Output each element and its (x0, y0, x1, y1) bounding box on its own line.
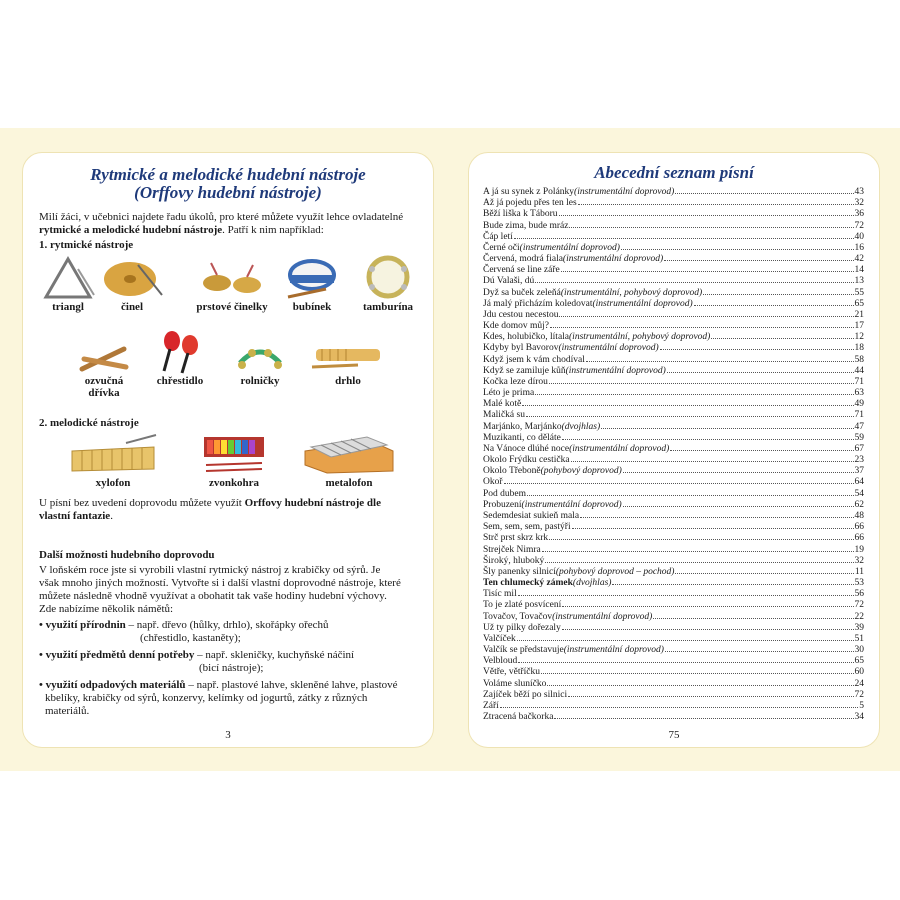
bullet-rest: – např. skleničky, kuchyňské náčiní (194, 649, 355, 661)
song-page: 56 (854, 589, 864, 600)
song-note: (instrumentální, pohybový doprovod) (560, 287, 703, 298)
leader-dots (612, 584, 853, 585)
song-entry (483, 355, 864, 366)
index-title: Abecední seznam písní (594, 163, 754, 182)
song-title: Léto je prima (483, 388, 535, 399)
bullet-nature (39, 619, 419, 632)
jingle-bells-icon (230, 341, 290, 375)
song-note: (instrumentální doprovod) (562, 254, 664, 265)
song-entry (483, 556, 864, 567)
leader-dots (545, 562, 853, 563)
finger-cymbals-icon (197, 255, 267, 301)
intro-paragraph (39, 211, 419, 237)
leader-dots (526, 416, 854, 417)
song-title: Čáp letí (483, 231, 513, 242)
song-page: 30 (854, 645, 864, 656)
song-title: Tisíc mil (483, 589, 517, 600)
song-note: (instrumentální doprovod) (569, 443, 670, 454)
song-page: 21 (854, 309, 864, 320)
song-page: 16 (854, 242, 864, 253)
song-page: 63 (854, 388, 864, 399)
song-page: 64 (854, 477, 864, 488)
song-page: 39 (854, 622, 864, 633)
cymbal-icon (100, 255, 164, 301)
section-rhythmic-heading: 1. rytmické nástroje (39, 239, 134, 251)
bullet-waste (39, 679, 419, 692)
song-page: 32 (854, 555, 864, 566)
song-page: 13 (854, 276, 864, 287)
song-page: 58 (854, 354, 864, 365)
song-title: Běží liška k Táboru (483, 209, 558, 220)
more-line: můžete následně vhodně využívat a obohatit tak vaše hodiny hudební výchovy. (39, 590, 387, 602)
song-entry (483, 545, 864, 556)
xylophone-icon (66, 433, 160, 477)
leader-dots (623, 506, 854, 507)
leader-dots (571, 461, 854, 462)
maracas-icon (150, 327, 210, 375)
song-page: 47 (854, 421, 864, 432)
tambourine-icon (358, 255, 418, 301)
leader-dots (549, 383, 854, 384)
leader-dots (601, 428, 853, 429)
song-note: (instrumentální, pohybový doprovod) (569, 332, 711, 343)
song-title: Okolo Třeboně (483, 466, 541, 477)
bullet-cont: kbelíky, krabičky od sýrů, konzervy, kelímky od jogurtů, zátky z různých (45, 692, 368, 704)
claves-icon (74, 341, 134, 375)
song-entry (483, 589, 864, 600)
leader-dots (675, 193, 853, 194)
song-title: Široký, hluboký (483, 555, 545, 566)
song-entry (483, 288, 864, 299)
song-title: Kdyby byl Bavorov (483, 343, 559, 354)
intro-line-1: Milí žáci, v učebnici najdete řadu úkolů, pro které můžete využít lehce ovladatelné (39, 211, 404, 223)
song-page: 32 (854, 198, 864, 209)
instrument-label: prstové činelky (196, 301, 268, 313)
bullet-rest: – např. dřevo (hůlky, drhlo), skořápky ořechů (125, 619, 329, 631)
song-page: 42 (854, 254, 864, 265)
song-page: 60 (854, 667, 864, 678)
instrument-xylofon (63, 433, 163, 489)
page-title-line-1: Rytmické a melodické hudební nástroje (90, 165, 366, 184)
leader-dots (541, 673, 854, 674)
song-title: Probuzení (483, 499, 522, 510)
song-page: 49 (854, 399, 864, 410)
drum-icon (282, 255, 342, 301)
song-page: 65 (854, 656, 864, 667)
song-entry (483, 466, 864, 477)
song-page: 12 (854, 332, 864, 343)
glockenspiel-icon (198, 433, 270, 477)
song-title: Kočka leze dírou (483, 376, 548, 387)
song-title: Sedemdesiat sukieň mala (483, 510, 580, 521)
song-title: Na Vánoce dlúhé noce (483, 443, 570, 454)
song-title: To je zlaté posvícení (483, 600, 562, 611)
leader-dots (562, 439, 854, 440)
more-line: Zde nabízíme několik námětů: (39, 603, 174, 615)
song-entry (483, 321, 864, 332)
song-title: Ztracená bačkorka (483, 712, 554, 723)
song-title: Kde domov můj? (483, 321, 549, 332)
song-entry (483, 232, 864, 243)
song-page: 71 (854, 376, 864, 387)
song-page: 67 (854, 443, 864, 454)
song-entry (483, 198, 864, 209)
song-title: Marjánko, Marjánko (483, 421, 562, 432)
song-title: Bude zima, bude mráz (483, 220, 569, 231)
leader-dots (559, 215, 854, 216)
song-page: 59 (854, 432, 864, 443)
guiro-icon (308, 341, 388, 375)
song-entry (483, 343, 864, 354)
song-title: Okoř (483, 477, 503, 488)
song-page: 11 (854, 566, 864, 577)
song-title: Velbloud (483, 656, 518, 667)
song-title: Voláme sluníčko (483, 678, 547, 689)
orff-paragraph (39, 497, 419, 523)
page-title-line-2: (Orffovy hudební nástroje) (134, 183, 322, 202)
song-entry (483, 623, 864, 634)
leader-dots (578, 204, 854, 205)
more-line: V loňském roce jste si vyrobili vlastní rytmický nástroj z krabičky od sýrů. Je (39, 564, 381, 576)
orff-rest: . (110, 510, 113, 522)
instrument-label: chřestidlo (156, 375, 204, 387)
instrument-label: metalofon (325, 477, 373, 489)
song-entry (483, 221, 864, 232)
song-entry (483, 511, 864, 522)
page-number: 3 (225, 729, 231, 741)
leader-dots (522, 405, 853, 406)
leader-dots (535, 394, 853, 395)
song-title: Šly panenky silnicí (483, 566, 556, 577)
song-title: Maličká su (483, 410, 525, 421)
song-page: 48 (854, 510, 864, 521)
right-page (468, 152, 880, 748)
song-title: Já malý přicházím koledovat (483, 298, 593, 309)
song-entry (483, 366, 864, 377)
song-page: 17 (854, 321, 864, 332)
instrument-zvonkohra (189, 433, 279, 489)
song-entry (483, 254, 864, 265)
song-entry (483, 679, 864, 690)
song-entry (483, 578, 864, 589)
song-note: (instrumentální doprovod) (519, 242, 620, 253)
song-note: (instrumentální doprovod) (592, 298, 693, 309)
song-note: (instrumentální doprovod) (521, 499, 622, 510)
leader-dots (667, 372, 854, 373)
song-title: Červená se line záře (483, 265, 560, 276)
song-title: Zajíček běží po silnici (483, 689, 568, 700)
bullet-bold: • využití odpadových materiálů (39, 679, 186, 691)
song-entry (483, 276, 864, 287)
song-page: 66 (854, 533, 864, 544)
instrument-label: triangl (52, 301, 84, 313)
song-page: 22 (854, 611, 864, 622)
leader-dots (504, 483, 854, 484)
song-title: Dú Valaši, dú (483, 276, 535, 287)
leader-dots (535, 282, 853, 283)
bullet-rest: – např. plastové lahve, skleněné lahve, plastové (185, 679, 398, 691)
instrument-rolnicky (215, 341, 305, 387)
instrument-cinel (87, 255, 177, 313)
song-index-list (483, 187, 864, 723)
song-entry (483, 377, 864, 388)
leader-dots (547, 685, 853, 686)
leader-dots (559, 316, 853, 317)
song-page: 54 (854, 488, 864, 499)
song-note: (pohybový doprovod – pochod) (555, 566, 675, 577)
song-entry (483, 500, 864, 511)
song-entry (483, 299, 864, 310)
song-entry (483, 600, 864, 611)
leader-dots (653, 618, 853, 619)
leader-dots (665, 651, 854, 652)
song-note: (dvojhlas) (561, 421, 601, 432)
song-title: Strč prst skrz krk (483, 533, 549, 544)
song-entry (483, 410, 864, 421)
leader-dots (554, 718, 853, 719)
song-title: Okolo Frýdku cestička (483, 455, 570, 466)
leader-dots (586, 361, 854, 362)
song-note: (instrumentální doprovod) (574, 187, 675, 197)
song-title: Kdes, holubičko, lítala (483, 332, 570, 343)
song-title: A já su synek z Polánky (483, 187, 575, 197)
song-entry (483, 612, 864, 623)
song-note: (pohybový doprovod) (540, 466, 622, 477)
left-page (22, 152, 434, 748)
song-entry (483, 567, 864, 578)
bullet-cont: (bicí nástroje); (199, 662, 264, 674)
song-entry (483, 422, 864, 433)
song-page: 40 (854, 231, 864, 242)
leader-dots (711, 338, 853, 339)
song-entry (483, 667, 864, 678)
leader-dots (623, 472, 854, 473)
song-entry (483, 489, 864, 500)
instrument-chrestidlo (135, 327, 225, 387)
song-page: 34 (854, 712, 864, 723)
leader-dots (568, 696, 853, 697)
song-page: 37 (854, 466, 864, 477)
song-entry (483, 701, 864, 712)
song-page: 71 (854, 410, 864, 421)
instrument-label: ozvučná (84, 375, 124, 387)
leader-dots (518, 662, 853, 663)
song-page: 72 (854, 600, 864, 611)
instrument-label: zvonkohra (208, 477, 260, 489)
song-page: 72 (854, 220, 864, 231)
song-note: (instrumentální doprovod) (558, 343, 659, 354)
song-title: Sem, sem, sem, pastýři (483, 522, 571, 533)
leader-dots (572, 528, 854, 529)
more-options-heading: Další možnosti hudebního doprovodu (39, 549, 215, 561)
song-title: Když se zamiluje kůň (483, 365, 566, 376)
song-title: Když jsem k vám chodíval (483, 354, 585, 365)
leader-dots (550, 327, 854, 328)
instrument-label: bubínek (292, 301, 332, 313)
song-title: Září (483, 700, 499, 711)
bullet-everyday (39, 649, 419, 662)
orff-bold-2: vlastní fantazie (39, 510, 111, 522)
song-page: 62 (854, 499, 864, 510)
instrument-label: činel (121, 301, 143, 313)
leader-dots (514, 238, 854, 239)
song-page: 36 (854, 209, 864, 220)
intro-bold: rytmické a melodické hudební nástroje (39, 224, 223, 236)
leader-dots (549, 539, 853, 540)
song-page: 65 (854, 298, 864, 309)
instrument-drhlo (303, 341, 393, 387)
song-page: 14 (854, 265, 864, 276)
leader-dots (664, 260, 853, 261)
metallophone-icon (301, 425, 397, 477)
song-page: 18 (854, 343, 864, 354)
orff-text: U písní bez uvedení doprovodu můžete využít (39, 497, 242, 509)
song-title: Muzikanti, co děláte (483, 432, 561, 443)
song-entry (483, 265, 864, 276)
song-title: Už ty pilky dořezaly (483, 622, 561, 633)
song-entry (483, 522, 864, 533)
leader-dots (542, 551, 854, 552)
song-entry (483, 399, 864, 410)
song-note: (instrumentální doprovod) (552, 611, 653, 622)
leader-dots (517, 640, 854, 641)
song-note: (instrumentální doprovod) (565, 365, 666, 376)
more-line: však mnoho jiných možností. Vytvořte si i další vlastní doprovodné nástroje, které (39, 577, 401, 589)
song-title: Pod dubem (483, 488, 527, 499)
instrument-label: tamburína (362, 301, 414, 313)
instrument-tamburina (343, 255, 433, 313)
song-title: Jdu cestou necestou (483, 309, 559, 320)
song-entry (483, 243, 864, 254)
song-page: 72 (854, 689, 864, 700)
song-entry (483, 455, 864, 466)
song-title: Valčíček (483, 633, 516, 644)
bullet-cont: (chřestidlo, kastaněty); (140, 632, 241, 644)
leader-dots (694, 305, 854, 306)
song-entry (483, 209, 864, 220)
more-options-paragraph (39, 564, 419, 718)
song-title: Tovačov, Tovačov (483, 611, 553, 622)
song-entry (483, 388, 864, 399)
song-title: Ten chlumecký zámek (483, 578, 573, 589)
song-entry (483, 533, 864, 544)
song-page: 66 (854, 522, 864, 533)
instrument-label: xylofon (95, 477, 131, 489)
song-page: 24 (854, 678, 864, 689)
instrument-label-2: dřívka (88, 387, 120, 399)
section-melodic-heading: 2. melodické nástroje (39, 417, 139, 429)
song-title: Dyž sa buček zeleňá (483, 287, 561, 298)
song-title: Malé kotě (483, 399, 522, 410)
song-entry (483, 444, 864, 455)
bullet-bold: • využití předmětů denní potřeby (39, 649, 195, 661)
song-page: 43 (854, 187, 864, 197)
song-page: 53 (854, 578, 864, 589)
song-note: (instrumentální doprovod) (563, 645, 664, 656)
song-entry (483, 433, 864, 444)
instrument-label: drhlo (335, 375, 361, 387)
song-entry (483, 712, 864, 723)
leader-dots (518, 595, 854, 596)
bullet-cont: materiálů. (45, 705, 90, 717)
leader-dots (660, 349, 854, 350)
bullet-bold: • využití přírodnin (39, 619, 126, 631)
song-entry (483, 332, 864, 343)
song-page: 23 (854, 455, 864, 466)
page-number: 75 (668, 729, 680, 741)
leader-dots (562, 629, 854, 630)
instrument-metalofon (299, 425, 399, 489)
leader-dots (675, 573, 853, 574)
song-title: Strejček Nimra (483, 544, 541, 555)
leader-dots (527, 495, 853, 496)
leader-dots (561, 271, 854, 272)
song-page: 51 (854, 633, 864, 644)
song-page: 55 (854, 287, 864, 298)
leader-dots (670, 450, 853, 451)
leader-dots (569, 227, 853, 228)
song-page: 19 (854, 544, 864, 555)
song-page: 44 (854, 365, 864, 376)
intro-rest: . Patří k nim například: (222, 224, 324, 236)
song-note: (dvojhlas) (572, 578, 612, 589)
song-title: Černé oči (483, 242, 520, 253)
song-title: Červená, modrá fiala (483, 254, 563, 265)
song-entry (483, 477, 864, 488)
song-entry (483, 690, 864, 701)
song-entry (483, 187, 864, 198)
song-page: 5 (859, 700, 864, 711)
song-entry (483, 645, 864, 656)
orff-bold: Orffovy hudební nástroje dle (244, 497, 381, 509)
song-entry (483, 310, 864, 321)
leader-dots (500, 707, 858, 708)
instrument-label: rolničky (240, 375, 280, 387)
song-entry (483, 634, 864, 645)
song-title: Až já pojedu přes ten les (483, 198, 577, 209)
leader-dots (580, 517, 853, 518)
leader-dots (621, 249, 854, 250)
leader-dots (703, 294, 853, 295)
song-title: Větře, větříčku (483, 667, 540, 678)
song-entry (483, 656, 864, 667)
leader-dots (562, 606, 853, 607)
song-title: Valčík se představuje (483, 645, 564, 656)
